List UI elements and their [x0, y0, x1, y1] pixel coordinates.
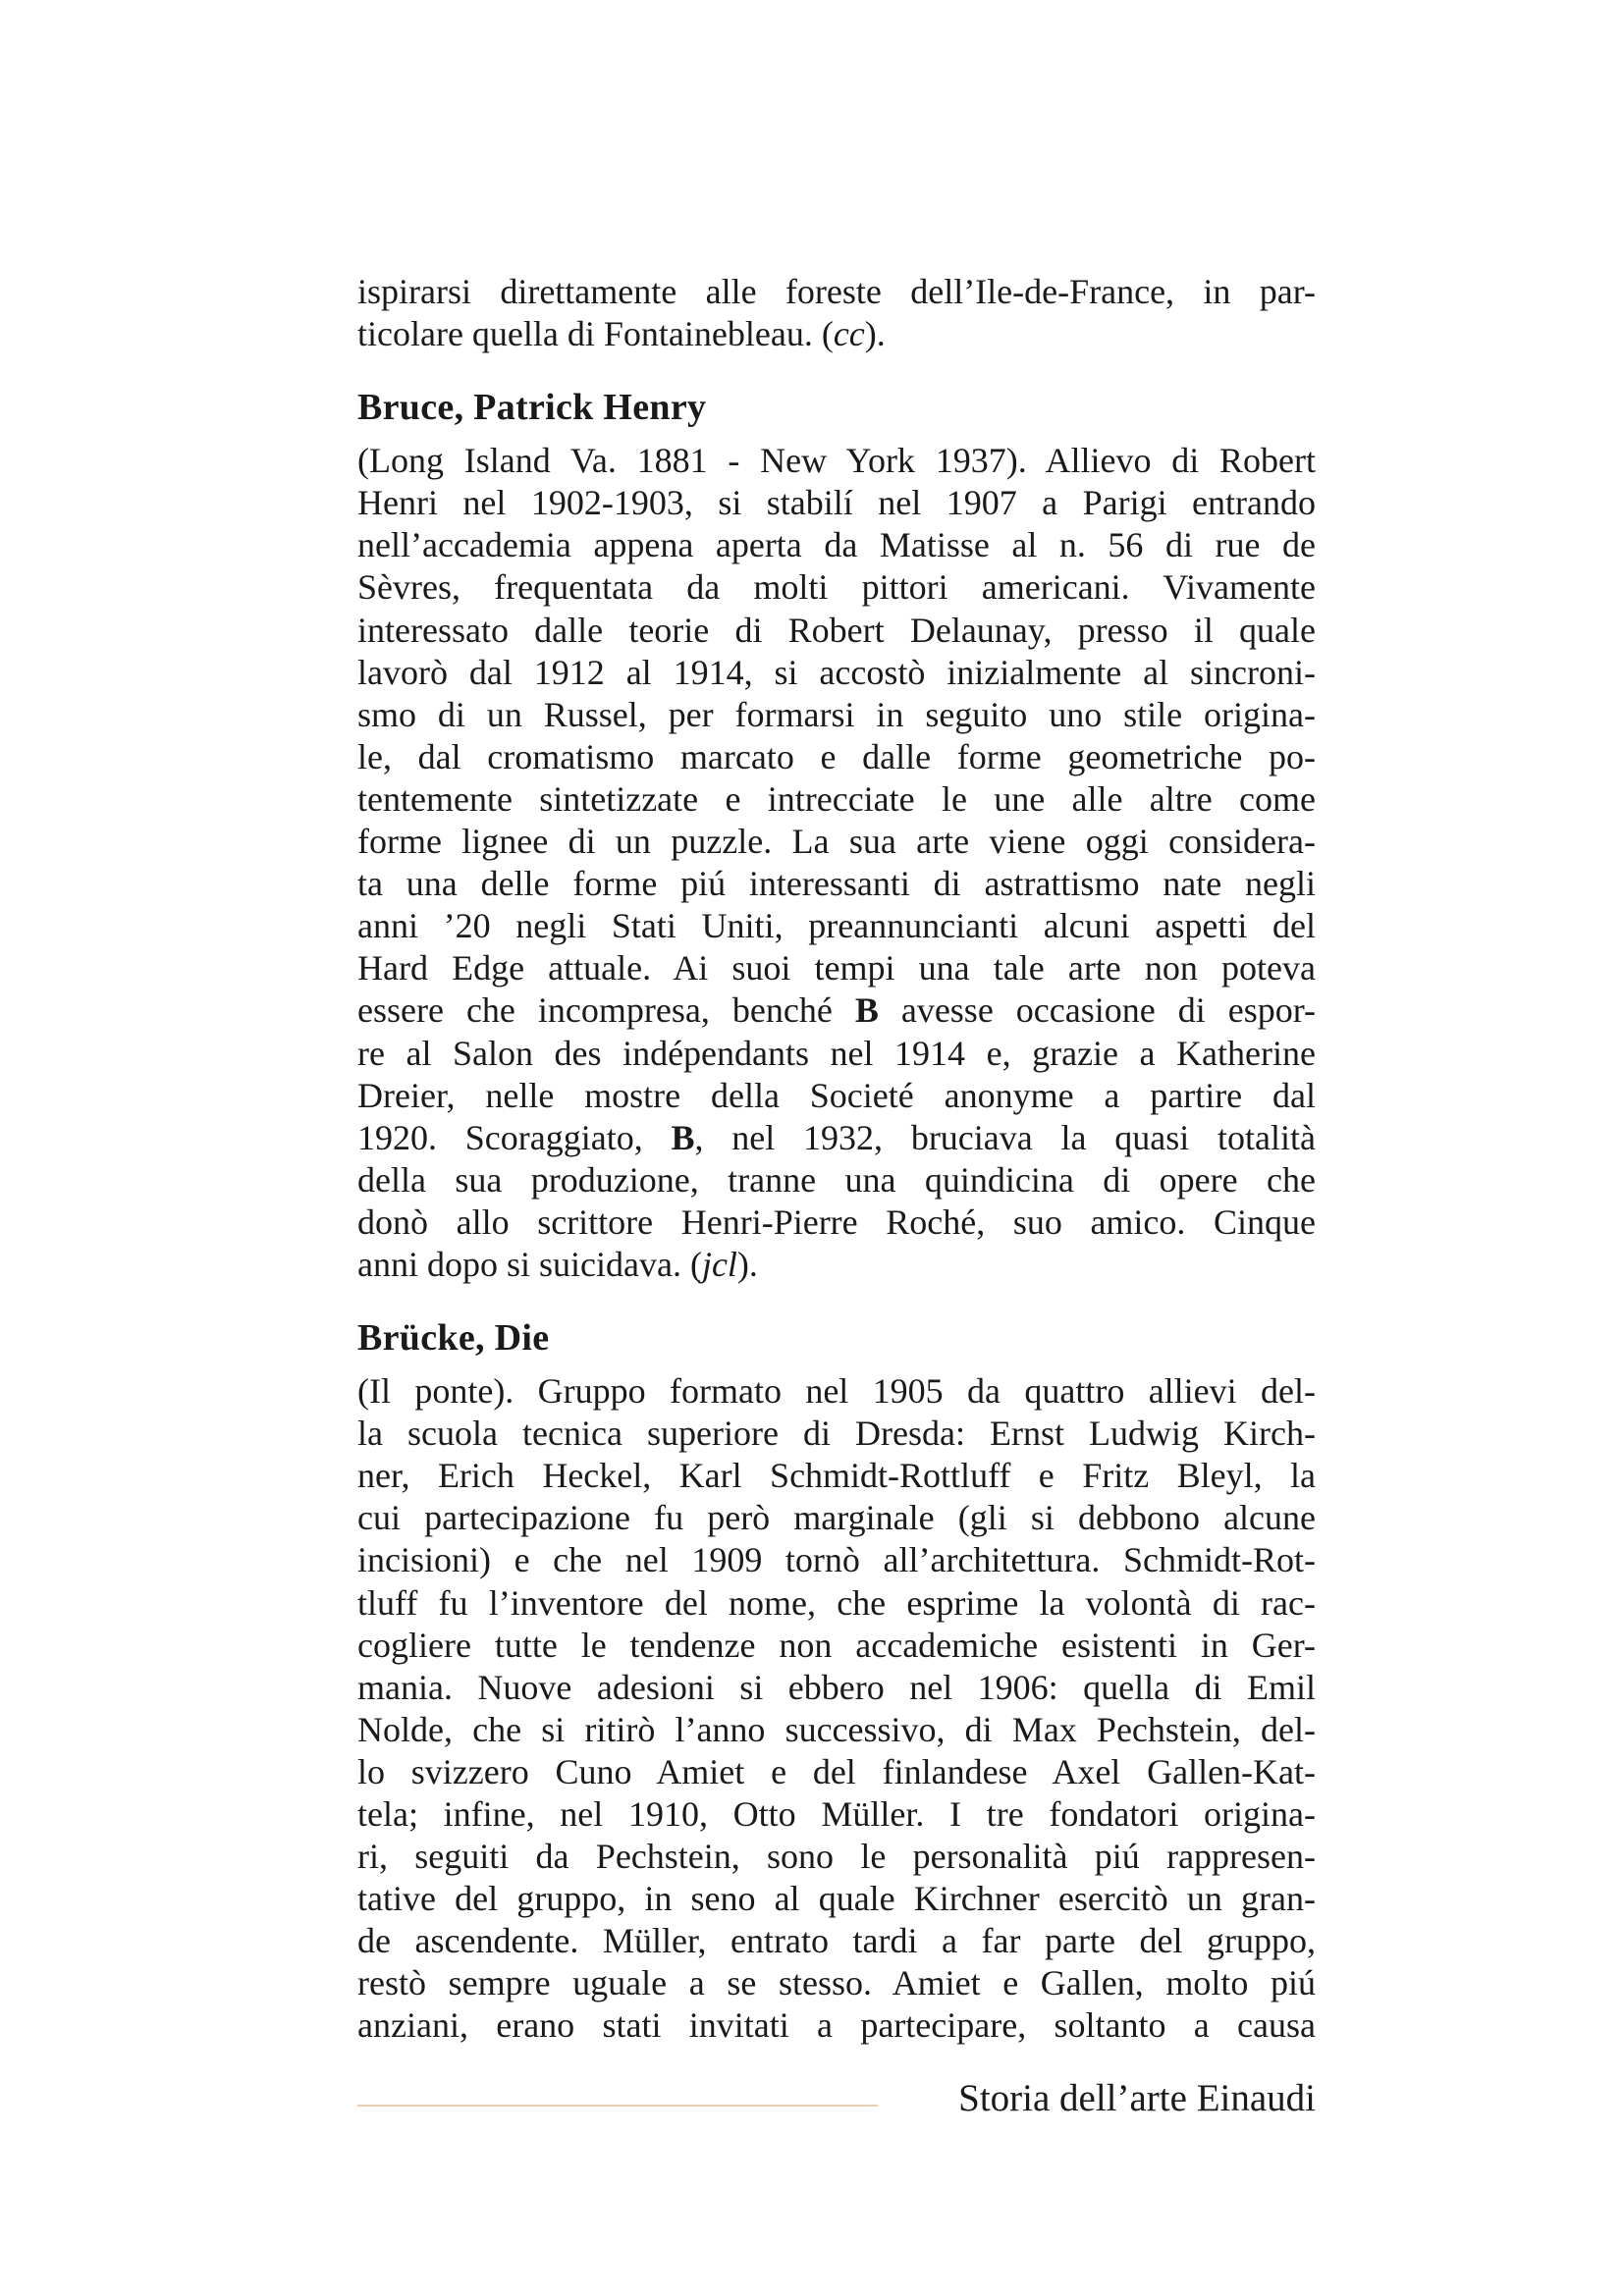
text-line: incisioni) e che nel 1909 tornò all’architettura. Schmidt-Rot-: [357, 1540, 1316, 1580]
text-line: ispirarsi direttamente alle foreste dell’Ile-de-France, in par-: [357, 272, 1316, 311]
text-line: ta una delle forme piú interessanti di astrattismo nate negli: [357, 864, 1316, 904]
author-signature: jcl: [701, 1244, 737, 1284]
page-footer: [357, 2069, 1316, 2128]
text-line: la scuola tecnica superiore di Dresda: Ernst Ludwig Kirch-: [357, 1414, 1316, 1454]
text-line: forme lignee di un puzzle. La sua arte viene oggi considera-: [357, 822, 1316, 862]
text-line: [357, 989, 1316, 1032]
entry-title: Brücke, Die: [357, 1317, 550, 1360]
text-line: cui partecipazione fu però marginale (gli si debbono alcune: [357, 1498, 1316, 1538]
text-line: mania. Nuove adesioni si ebbero nel 1906: quella di Emil: [357, 1667, 1316, 1707]
text-line: tluff fu l’inventore del nome, che esprime la volontà di rac-: [357, 1582, 1316, 1623]
footer-divider: [357, 2105, 878, 2107]
bold-initial: B: [854, 990, 879, 1031]
text-line: Dreier, nelle mostre della Societé anonyme a partire dal: [357, 1075, 1316, 1115]
text-line: Nolde, che si ritirò l’anno successivo, di Max Pechstein, del-: [357, 1709, 1316, 1749]
text-span: ).: [736, 1244, 758, 1284]
text-line: [357, 1117, 1316, 1159]
text-line: interessato dalle teorie di Robert Delaunay, presso il quale: [357, 610, 1316, 650]
text-span: ).: [864, 314, 886, 354]
text-span: avesse occasione di espor-: [878, 990, 1316, 1031]
text-line: lo svizzero Cuno Amiet e del finlandese Axel Gallen-Kat-: [357, 1751, 1316, 1791]
text-line: le, dal cromatismo marcato e dalle forme geometriche po-: [357, 736, 1316, 776]
text-line: (Long Island Va. 1881 - New York 1937). Allievo di Robert: [357, 441, 1316, 481]
entry-body: [357, 1370, 1316, 2048]
text-line: re al Salon des indépendants nel 1914 e, grazie a Katherine: [357, 1033, 1316, 1073]
text-span: essere che incompresa, benché: [357, 990, 855, 1031]
text-line: cogliere tutte le tendenze non accademiche esistenti in Ger-: [357, 1625, 1316, 1665]
text-line: lavorò dal 1912 al 1914, si accostò inizialmente al sincroni-: [357, 652, 1316, 692]
text-span: anni dopo si suicidava. (: [357, 1244, 702, 1284]
text-line: anni ’20 negli Stati Uniti, preannuncianti alcuni aspetti del: [357, 906, 1316, 946]
text-line: ri, seguiti da Pechstein, sono le personalità piú rappresen-: [357, 1837, 1316, 1877]
text-line: Sèvres, frequentata da molti pittori americani. Vivamente: [357, 567, 1316, 608]
entry-body: [357, 440, 1316, 1286]
text-line: restò sempre uguale a se stesso. Amiet e Gallen, molto piú: [357, 1963, 1316, 2003]
text-line: ner, Erich Heckel, Karl Schmidt-Rottluff e Fritz Bleyl, la: [357, 1456, 1316, 1496]
intro-paragraph: [357, 271, 1316, 355]
text-line: tela; infine, nel 1910, Otto Müller. I tre fondatori origina-: [357, 1794, 1316, 1834]
text-line: (Il ponte). Gruppo formato nel 1905 da quattro allievi del-: [357, 1371, 1316, 1412]
bold-initial: B: [671, 1117, 695, 1157]
page-body: [357, 271, 1316, 2048]
text-line: della sua produzione, tranne una quindicina di opere che: [357, 1159, 1316, 1200]
text-span: ticolare quella di Fontainebleau. (: [357, 314, 834, 354]
text-line: Hard Edge attuale. Ai suoi tempi una tale arte non poteva: [357, 948, 1316, 988]
text-span: 1920. Scoraggiato,: [357, 1117, 672, 1157]
text-span: , nel 1932, bruciava la quasi totalità: [694, 1117, 1316, 1157]
text-line: [357, 1244, 1316, 1286]
text-line: smo di un Russel, per formarsi in seguito uno stile origina-: [357, 694, 1316, 734]
text-line: tative del gruppo, in seno al quale Kirchner esercitò un gran-: [357, 1879, 1316, 1919]
text-line: donò allo scrittore Henri-Pierre Roché, suo amico. Cinque: [357, 1201, 1316, 1242]
publication-name: Storia dell’arte Einaudi: [958, 2077, 1316, 2119]
entry-title: Bruce, Patrick Henry: [357, 387, 707, 429]
text-line: nell’accademia appena aperta da Matisse al n. 56 di rue de: [357, 525, 1316, 565]
text-line: [357, 313, 1316, 355]
text-line: Henri nel 1902-1903, si stabilí nel 1907 a Parigi entrando: [357, 483, 1316, 523]
text-line: de ascendente. Müller, entrato tardi a far parte del gruppo,: [357, 1921, 1316, 1961]
author-signature: cc: [833, 314, 865, 354]
text-line: tentemente sintetizzate e intrecciate le une alle altre come: [357, 778, 1316, 819]
text-line: anziani, erano stati invitati a partecipare, soltanto a causa: [357, 2005, 1316, 2046]
